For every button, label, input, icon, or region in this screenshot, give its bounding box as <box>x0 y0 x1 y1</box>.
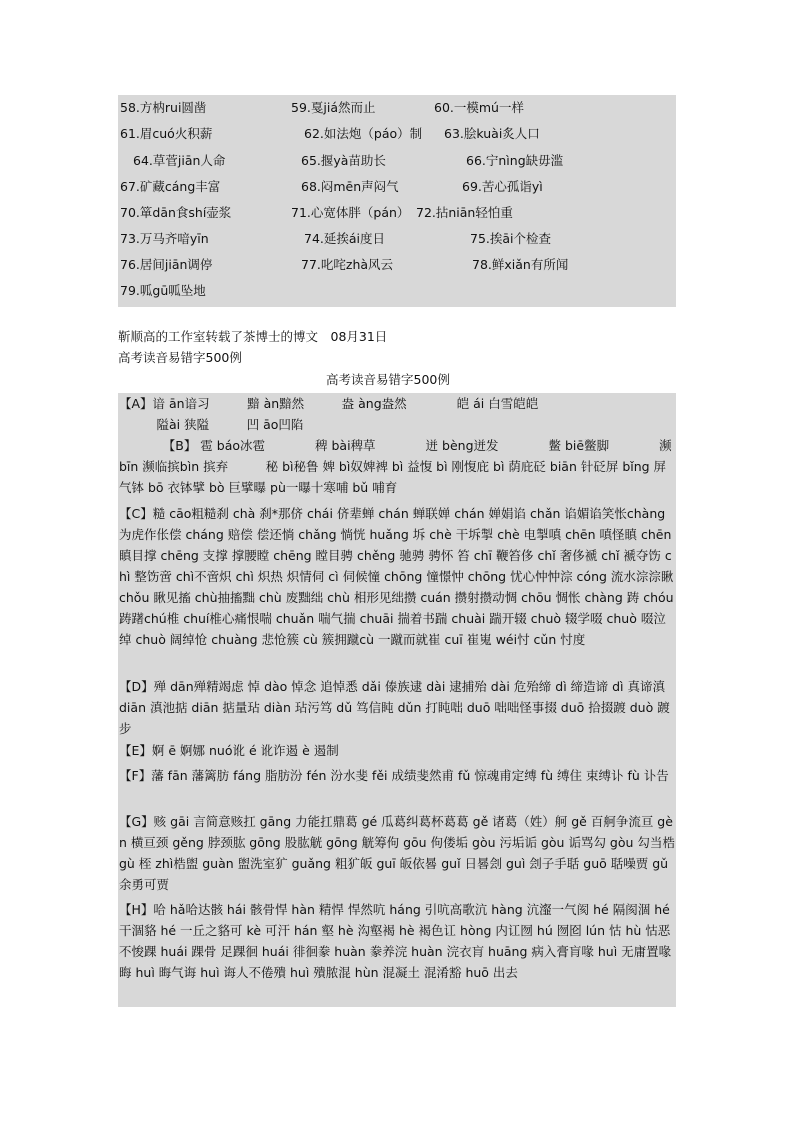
section-d: 【D】殚 dān殚精竭虑 悼 dào 悼念 追悼悉 dǎi 傣族逮 dài 逮捕殆 dài 危殆缔 dì 缔造谛 dì 真谛滇 diān 滇池掂 diān 掂量玷 diàn 玷污笃 dǔ 笃信盹 dǔn 打盹咄 duō 咄咄怪事掇 duō 拾掇踱 duò 踱步 <box>119 679 670 736</box>
section-e: 【E】婀 ē 婀娜 nuó讹 é 讹诈遏 è 遏制 <box>119 743 339 758</box>
repost-line: 靳顺高的工作室转载了茶博士的博文 08月31日 <box>118 329 388 344</box>
list-item: 70.箪dān食shí壶浆 <box>120 205 232 220</box>
list-item: 75.挨āi个检查 <box>470 231 552 246</box>
list-item: 76.居间jiān调停 <box>120 257 213 272</box>
list-item: 72.拈niān轻怕重 <box>416 205 513 220</box>
section-h: 【H】哈 hǎ哈达骸 hái 骸骨悍 hàn 精悍 悍然吭 háng 引吭高歌沆 hàng 沆瀣一气阂 hé 隔阂涸 hé 干涸貉 hé 一丘之貉可 kè 可汗 hán 壑 hè 沟壑褐 hè 褐色讧 hòng 内讧囫 hú 囫囵 lún 怙 hù 怙恶不悛踝 huái 踝骨 足踝徊 huái 徘徊豢 huàn 豢养浣 huàn 浣衣肓 huāng 病入膏肓喙 huì 无庸置喙晦 huì 晦气诲 huì 诲人不倦殨 huì 殨脓混 hùn 混凝土 混淆豁 huō 出去 <box>119 902 672 980</box>
list-item: 63.脍kuài炙人口 <box>444 126 540 141</box>
article-heading: 高考读音易错字500例 <box>326 372 450 387</box>
list-item: 59.戛jiá然而止 <box>291 100 376 115</box>
list-item: 68.闷mēn声闷气 <box>301 179 399 194</box>
list-item: 58.方枘rui圆凿 <box>120 100 207 115</box>
list-item: 69.苦心孤诣yì <box>462 179 543 194</box>
section-g: 【G】赅 gāi 言简意赅扛 gāng 力能扛鼎葛 gé 瓜葛纠葛杯葛葛 gě 诸葛（姓）舸 gě 百舸争流亘 gèn 横亘颈 gěng 脖颈肱 gōng 股肱觥 gōng 觥筹佝 gōu 佝偻垢 gòu 污垢诟 gòu 诟骂勾 gòu 勾当梏 gù 桎 zhì梏盥 guàn 盥洗室犷 guǎng 粗犷皈 guī 皈依晷 guǐ 日晷刽 guì 刽子手聒 guō 聒噪贾 gǔ 余勇可贾 <box>119 814 675 892</box>
list-item: 71.心宽体胖（pán） <box>291 205 410 220</box>
list-item: 77.叱咤zhà风云 <box>301 257 394 272</box>
list-item: 73.万马齐喑yīn <box>120 231 209 246</box>
word-list-block <box>118 95 676 307</box>
subtitle: 高考读音易错字500例 <box>118 350 242 365</box>
list-item: 62.如法炮（páo）制 <box>304 126 423 141</box>
list-item: 61.眉cuó火积薪 <box>120 126 213 141</box>
section-a-line1: 【A】谙 ān谙习 黯 àn黯然 盎 àng盎然 皑 ái 白雪皑皑 <box>119 396 539 411</box>
list-item: 74.延挨ái度日 <box>304 231 386 246</box>
list-item: 79.呱gū呱坠地 <box>120 283 206 298</box>
section-c: 【C】糙 cāo粗糙刹 chà 刹*那侪 chái 侪辈蝉 chán 蝉联婵 chán 婵娟谄 chǎn 谄媚谄笑怅chàng 为虎作伥偿 cháng 赔偿 偿还惝 chǎng 惝恍 huǎng 坼 chè 干坼掣 chè 电掣嗔 chēn 嗔怪瞋 chēn 瞋目撑 chēng 支撑 撑腰瞠 chēng 瞠目骋 chěng 驰骋 骋怀 笞 chī 鞭笞侈 chǐ 奢侈褫 chǐ 褫夺饬 chì 整饬啻 chì不啻炽 chì 炽热 炽情伺 cì 伺候憧 chōng 憧憬忡 chōng 忧心忡忡淙 cóng 流水淙淙瞅 chǒu 瞅见搐 chù抽搐黜 chù 废黜绌 chù 相形见绌攒 cuán 攒射攒动惆 chōu 惆怅 chàng 踌 chóu 踌躇chú椎 chuí椎心痛恨喘 chuǎn 喘气揣 chuāi 揣着书踹 chuài 踹开辍 chuò 辍学啜 chuò 啜泣绰 chuò 阔绰怆 chuàng 悲怆簇 cù 簇拥蹴cù 一蹴而就崔 cuī 崔嵬 wéi忖 cǔn 忖度 <box>119 506 674 647</box>
list-item: 65.揠yà苗助长 <box>301 153 386 168</box>
list-item: 78.鲜xiǎn有所闻 <box>472 257 569 272</box>
section-f: 【F】藩 fān 藩篱肪 fáng 脂肪汾 fén 汾水斐 fěi 成绩斐然甫 fǔ 惊魂甫定缚 fù 缚住 束缚讣 fù 讣告 <box>119 768 669 783</box>
list-item: 60.一模mú一样 <box>434 100 524 115</box>
list-item: 64.草菅jiān人命 <box>133 153 226 168</box>
list-item: 66.宁nìng缺毋滥 <box>466 153 564 168</box>
section-a-line2: 隘ài 狭隘 凹 āo凹陷 <box>119 417 304 432</box>
section-b: 【B】 雹 báo冰雹 稗 bài稗草 迸 bèng迸发 鳖 biē鳖脚 濒 bīn 濒临摈bìn 摈弃 秘 bì秘鲁 婢 bì奴婢裨 bì 益愎 bì 刚愎庇 bì 荫庇砭 biān 针砭屏 bǐng 屏气钵 bō 衣钵擘 bò 巨擘曝 pù一曝十寒哺 bǔ 哺育 <box>119 438 672 495</box>
list-item: 67.矿藏cáng丰富 <box>120 179 221 194</box>
answer-block <box>118 393 676 1007</box>
